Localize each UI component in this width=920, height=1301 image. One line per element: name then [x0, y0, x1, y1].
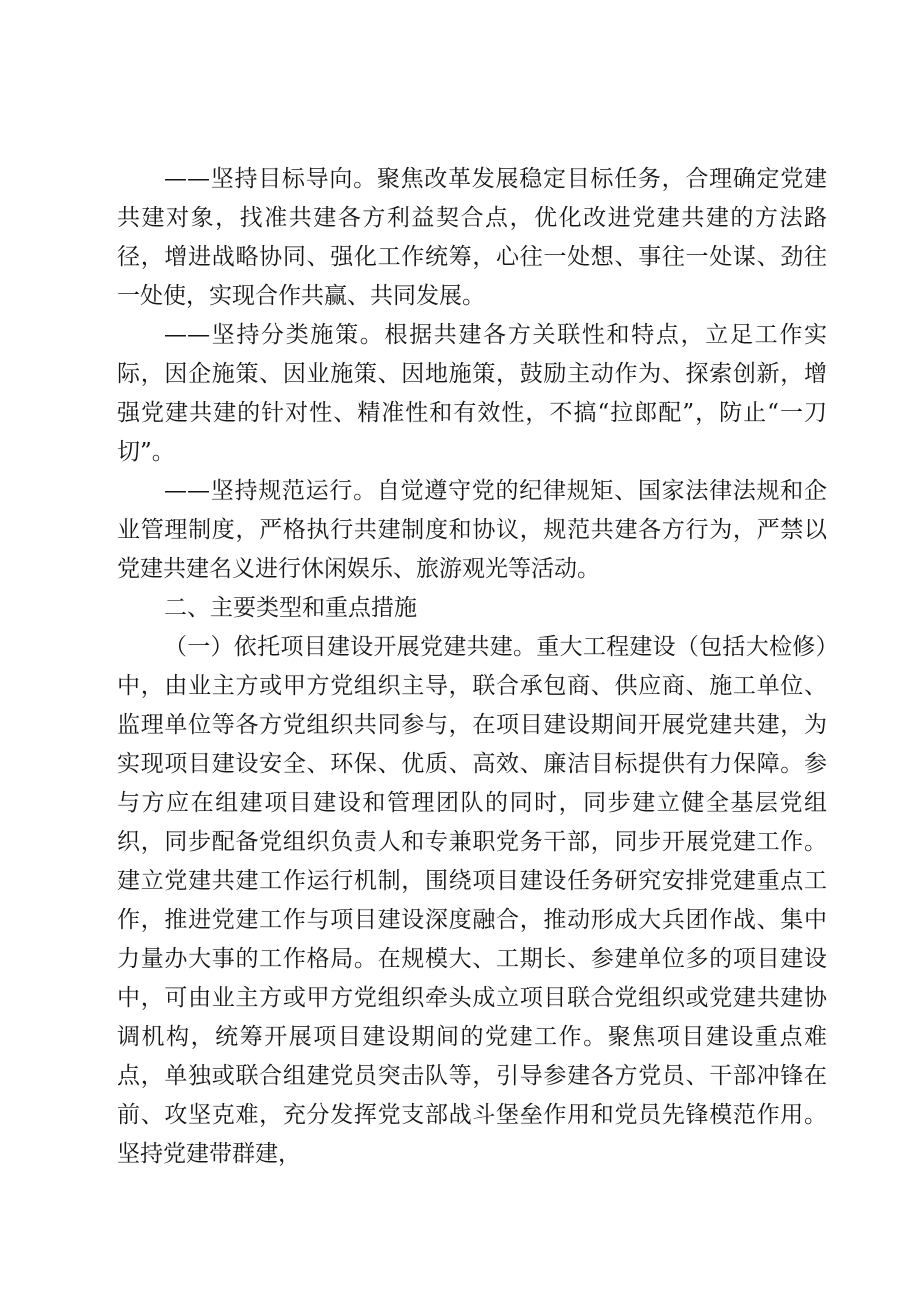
- body-text: [117, 160, 827, 1174]
- paragraph-classified-measures: ——坚持分类施策。根据共建各方关联性和特点，立足工作实际，因企施策、因业施策、因地施策，鼓励主动作为、探索创新，增强党建共建的针对性、精准性和有效性，不搞“拉郎配”，防止“一刀切”。: [117, 322, 827, 465]
- paragraph-standardized-operation: ——坚持规范运行。自觉遵守党的纪律规矩、国家法律法规和企业管理制度，严格执行共建制度和协议，规范共建各方行为，严禁以党建共建名义进行休闲娱乐、旅游观光等活动。: [117, 478, 827, 582]
- paragraph-goal-orientation: ——坚持目标导向。聚焦改革发展稳定目标任务，合理确定党建共建对象，找准共建各方利益契合点，优化改进党建共建的方法路径，增进战略协同、强化工作统筹，心往一处想、事往一处谋、劲往一处使，实现合作共赢、共同发展。: [117, 166, 827, 309]
- section-heading: 二、主要类型和重点措施: [164, 595, 417, 621]
- paragraph-project-construction: （一）依托项目建设开展党建共建。重大工程建设（包括大检修）中，由业主方或甲方党组织主导，联合承包商、供应商、施工单位、监理单位等各方党组织共同参与，在项目建设期间开展党建共建，为实现项目建设安全、环保、优质、高效、廉洁目标提供有力保障。参与方应在组建项目建设和管理团队的同时，同步建立健全基层党组织，同步配备党组织负责人和专兼职党务干部，同步开展党建工作。建立党建共建工作运行机制，围绕项目建设任务研究安排党建重点工作，推进党建工作与项目建设深度融合，推动形成大兵团作战、集中力量办大事的工作格局。在规模大、工期长、参建单位多的项目建设中，可由业主方或甲方党组织牵头成立项目联合党组织或党建共建协调机构，统筹开展项目建设期间的党建工作。聚焦项目建设重点难点，单独或联合组建党员突击队等，引导参建各方党员、干部冲锋在前、攻坚克难，充分发挥党支部战斗堡垒作用和党员先锋模范作用。坚持党建带群建，: [117, 634, 827, 1167]
